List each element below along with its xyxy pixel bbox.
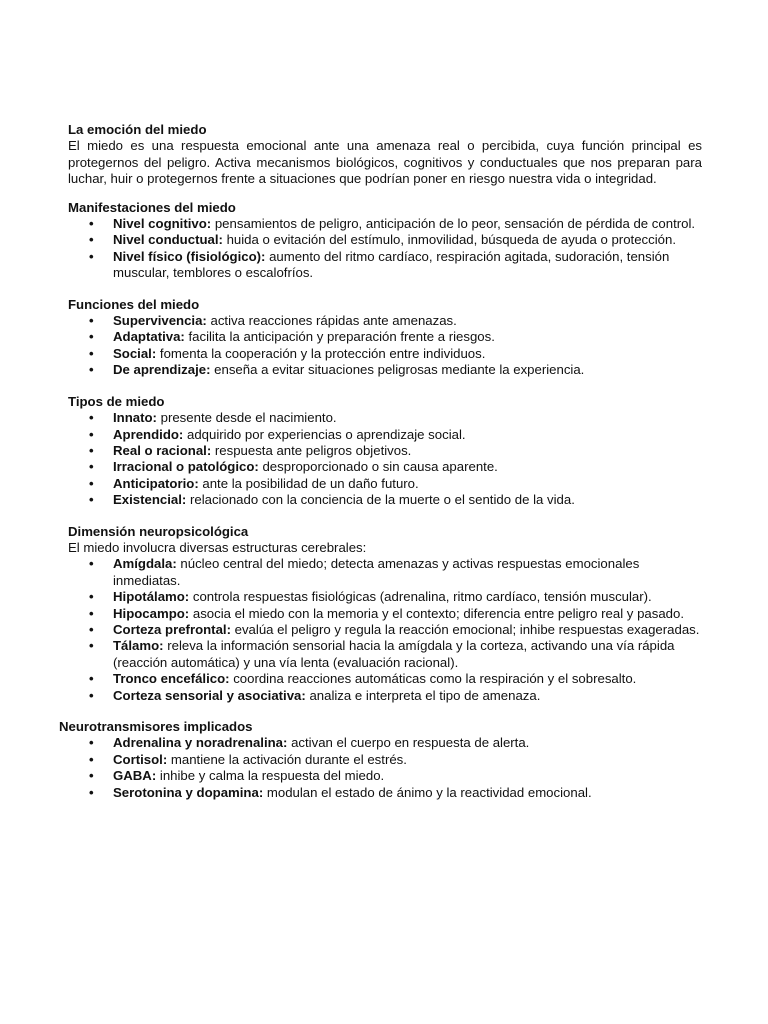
item-term: Hipotálamo: bbox=[113, 589, 190, 605]
item-text: enseña a evitar situaciones peligrosas mediante la experiencia. bbox=[210, 362, 585, 378]
item-text: facilita la anticipación y preparación frente a riesgos. bbox=[184, 329, 495, 345]
bullet-list bbox=[68, 556, 702, 704]
section-tipos bbox=[68, 394, 702, 509]
section-funciones bbox=[68, 297, 702, 379]
item-text: analiza e interpreta el tipo de amenaza. bbox=[305, 687, 541, 703]
section-neurotransmisores bbox=[59, 719, 702, 801]
list-item bbox=[89, 426, 702, 443]
item-term: Existencial: bbox=[113, 492, 187, 508]
bullet-icon: • bbox=[89, 313, 94, 329]
item-text: pensamientos de peligro, anticipación de lo peor, sensación de pérdida de control. bbox=[211, 216, 696, 232]
bullet-icon: • bbox=[89, 605, 94, 621]
item-text: relacionado con la conciencia de la muerte o el sentido de la vida. bbox=[186, 492, 575, 508]
list-item bbox=[89, 410, 702, 426]
list-item bbox=[89, 313, 702, 329]
bullet-icon: • bbox=[89, 751, 94, 767]
item-term: Serotonina y dopamina: bbox=[113, 784, 264, 800]
list-item bbox=[89, 751, 702, 768]
section-manifestaciones bbox=[68, 200, 702, 282]
item-term: Amígdala: bbox=[113, 556, 177, 572]
bullet-list bbox=[68, 216, 702, 282]
item-text: controla respuestas fisiológicas (adrenalina, ritmo cardíaco, tensión muscular). bbox=[189, 589, 652, 605]
bullet-icon: • bbox=[89, 248, 94, 264]
item-text: activa reacciones rápidas ante amenazas. bbox=[206, 313, 457, 329]
item-term: Nivel conductual: bbox=[113, 232, 223, 248]
section-neuropsicologica bbox=[68, 524, 702, 704]
list-item bbox=[89, 459, 702, 475]
list-item bbox=[89, 216, 702, 232]
list-item bbox=[89, 784, 702, 801]
item-term: Tronco encefálico: bbox=[113, 671, 230, 687]
bullet-icon: • bbox=[89, 475, 94, 491]
item-text: núcleo central del miedo; detecta amenazas y activas respuestas emocionales inmediatas. bbox=[113, 556, 640, 588]
bullet-icon: • bbox=[89, 345, 94, 361]
item-term: Anticipatorio: bbox=[113, 475, 199, 491]
item-term: Real o racional: bbox=[113, 442, 212, 458]
item-text: respuesta ante peligros objetivos. bbox=[211, 442, 412, 458]
bullet-list bbox=[59, 735, 702, 801]
item-term: Corteza sensorial y asociativa: bbox=[113, 687, 306, 703]
item-text: huida o evitación del estímulo, inmovilidad, búsqueda de ayuda o protección. bbox=[222, 232, 676, 248]
section-title: Dimensión neuropsicológica bbox=[68, 523, 249, 539]
bullet-icon: • bbox=[89, 492, 94, 508]
item-text: fomenta la cooperación y la protección entre individuos. bbox=[156, 345, 486, 361]
bullet-icon: • bbox=[89, 362, 94, 378]
item-text: mantiene la activación durante el estrés. bbox=[167, 751, 407, 767]
list-item bbox=[89, 232, 702, 248]
list-item bbox=[89, 768, 702, 784]
bullet-icon: • bbox=[89, 784, 94, 800]
list-item bbox=[89, 442, 702, 459]
bullet-icon: • bbox=[89, 638, 94, 654]
list-item bbox=[89, 345, 702, 362]
item-term: De aprendizaje: bbox=[113, 362, 211, 378]
bullet-icon: • bbox=[89, 459, 94, 475]
section-title: La emoción del miedo bbox=[68, 122, 207, 137]
item-text: adquirido por experiencias o aprendizaje social. bbox=[183, 426, 466, 442]
bullet-icon: • bbox=[89, 589, 94, 605]
item-term: Adrenalina y noradrenalina: bbox=[113, 735, 288, 751]
item-text: activan el cuerpo en respuesta de alerta. bbox=[287, 735, 530, 751]
bullet-list bbox=[68, 410, 702, 508]
bullet-icon: • bbox=[89, 426, 94, 442]
list-item bbox=[89, 362, 702, 378]
bullet-icon: • bbox=[89, 768, 94, 784]
bullet-icon: • bbox=[89, 735, 94, 751]
item-term: Hipocampo: bbox=[113, 605, 190, 621]
item-text: modulan el estado de ánimo y la reactividad emocional. bbox=[263, 784, 592, 800]
item-term: Irracional o patológico: bbox=[113, 459, 259, 475]
section-title: Tipos de miedo bbox=[68, 393, 165, 409]
section-title: Neurotransmisores implicados bbox=[59, 719, 253, 734]
section-title: Funciones del miedo bbox=[68, 296, 200, 312]
item-text: coordina reacciones automáticas como la respiración y el sobresalto. bbox=[229, 671, 637, 687]
item-term: GABA: bbox=[113, 768, 157, 784]
list-item bbox=[89, 638, 702, 671]
item-text: ante la posibilidad de un daño futuro. bbox=[198, 475, 419, 491]
list-item bbox=[89, 492, 702, 508]
item-term: Cortisol: bbox=[113, 751, 168, 767]
item-term: Innato: bbox=[113, 410, 157, 426]
list-item bbox=[89, 605, 702, 622]
bullet-icon: • bbox=[89, 232, 94, 248]
list-item bbox=[89, 329, 702, 345]
bullet-icon: • bbox=[89, 329, 94, 345]
item-text: desproporcionado o sin causa aparente. bbox=[258, 459, 498, 475]
list-item bbox=[89, 556, 702, 589]
item-term: Tálamo: bbox=[113, 638, 164, 654]
item-text: inhibe y calma la respuesta del miedo. bbox=[156, 768, 385, 784]
item-term: Adaptativa: bbox=[113, 329, 185, 345]
item-term: Corteza prefrontal: bbox=[113, 621, 231, 637]
list-item bbox=[89, 589, 702, 605]
item-term: Nivel cognitivo: bbox=[113, 216, 212, 232]
bullet-icon: • bbox=[89, 687, 94, 703]
intro-paragraph: El miedo es una respuesta emocional ante una amenaza real o percibida, cuya función principal es protegernos del peligro. Activa mecanismos biológicos, cognitivos y conductuales que nos preparan para luchar, huir o protegernos frente a situaciones que podrían poner en riesgo nuestra vida o integridad. bbox=[68, 138, 702, 187]
bullet-icon: • bbox=[89, 621, 94, 637]
list-item bbox=[89, 248, 702, 282]
item-term: Social: bbox=[113, 345, 157, 361]
list-item bbox=[89, 621, 702, 638]
item-term: Aprendido: bbox=[113, 426, 184, 442]
item-term: Supervivencia: bbox=[113, 313, 207, 329]
item-text: aumento del ritmo cardíaco, respiración agitada, sudoración, tensión muscular, temblores o escalofríos. bbox=[113, 248, 670, 281]
item-text: evalúa el peligro y regula la reacción emocional; inhibe respuestas exageradas. bbox=[230, 621, 700, 637]
item-text: asocia el miedo con la memoria y el contexto; diferencia entre peligro real y pasado. bbox=[189, 605, 684, 621]
bullet-icon: • bbox=[89, 671, 94, 687]
list-item bbox=[89, 735, 702, 751]
section-title: Manifestaciones del miedo bbox=[68, 199, 236, 215]
bullet-icon: • bbox=[89, 410, 94, 426]
section-intro bbox=[68, 122, 702, 188]
item-term: Nivel físico (fisiológico): bbox=[113, 248, 266, 264]
item-text: presente desde el nacimiento. bbox=[156, 410, 337, 426]
document-body bbox=[59, 122, 702, 801]
list-item bbox=[89, 475, 702, 492]
bullet-icon: • bbox=[89, 216, 94, 232]
list-item bbox=[89, 671, 702, 687]
bullet-list bbox=[68, 313, 702, 379]
list-item bbox=[89, 687, 702, 704]
item-text: releva la información sensorial hacia la amígdala y la corteza, activando una vía rápida (reacción automática) y una vía lenta (evaluación racional). bbox=[113, 638, 675, 670]
bullet-icon: • bbox=[89, 556, 94, 572]
section-lead: El miedo involucra diversas estructuras cerebrales: bbox=[68, 539, 367, 555]
bullet-icon: • bbox=[89, 442, 94, 458]
